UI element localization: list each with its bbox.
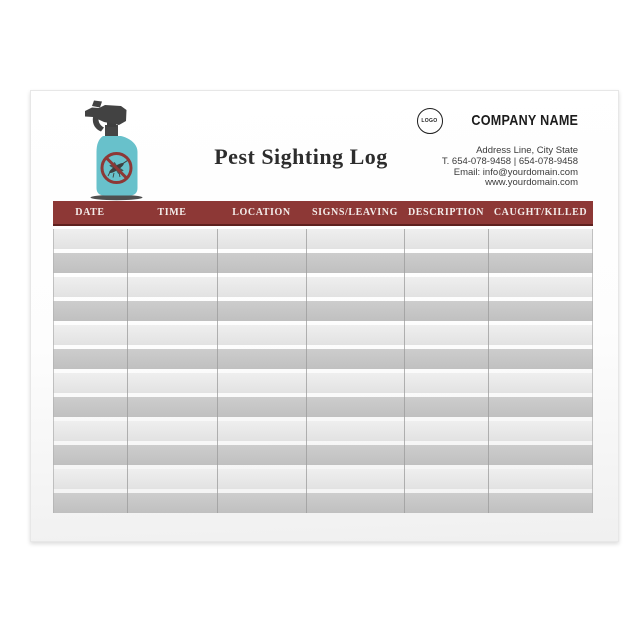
table-cell — [404, 469, 488, 489]
table-cell — [53, 469, 127, 489]
table-cell — [404, 349, 488, 369]
logo-circle-icon — [417, 108, 443, 134]
column-header: CAUGHT/KILLED — [493, 207, 588, 218]
table-cell — [306, 469, 404, 489]
column-header: DESCRIPTION — [407, 207, 485, 218]
table-header-row — [53, 201, 593, 226]
table-cell — [404, 445, 488, 465]
table-cell — [306, 253, 404, 273]
table-cell — [488, 253, 593, 273]
table-cell — [404, 325, 488, 345]
table-cell — [488, 421, 593, 441]
table-cell — [306, 229, 404, 249]
table-cell — [217, 229, 306, 249]
logo-label: LOGO — [421, 117, 438, 124]
table-row — [53, 229, 593, 249]
table-cell — [217, 493, 306, 513]
table-cell — [127, 445, 217, 465]
table-cell — [217, 373, 306, 393]
column-divider — [217, 229, 218, 513]
sprayer-head — [85, 105, 127, 125]
table-cell — [404, 253, 488, 273]
table-cell — [217, 253, 306, 273]
table-cell — [488, 325, 593, 345]
table-row — [53, 469, 593, 489]
table-cell — [127, 349, 217, 369]
table-cell — [127, 469, 217, 489]
table-cell — [404, 277, 488, 297]
table-cell — [53, 301, 127, 321]
table-cell — [217, 301, 306, 321]
table-row — [53, 397, 593, 417]
table-cell — [217, 349, 306, 369]
column-divider — [127, 229, 128, 513]
table-cell — [306, 277, 404, 297]
column-header: SIGNS/LEAVING — [312, 207, 398, 218]
table-cell — [127, 229, 217, 249]
table-cell — [306, 493, 404, 513]
table-cell — [127, 253, 217, 273]
table-row — [53, 349, 593, 369]
table-cell — [217, 397, 306, 417]
table-cell — [53, 421, 127, 441]
table-row — [53, 253, 593, 273]
column-header: LOCATION — [232, 207, 291, 218]
table-cell — [53, 397, 127, 417]
table-cell — [306, 349, 404, 369]
email-line: Email: info@yourdomain.com — [453, 166, 578, 178]
table-cell — [306, 397, 404, 417]
table-cell — [127, 421, 217, 441]
column-header: TIME — [157, 207, 187, 218]
table-cell — [217, 469, 306, 489]
website-line: www.yourdomain.com — [485, 177, 578, 189]
bottle-shadow — [91, 195, 143, 200]
table-cell — [404, 421, 488, 441]
phone-line: T. 654-078-9458 | 654-078-9458 — [441, 155, 578, 167]
sighting-log-table — [53, 201, 593, 513]
table-cell — [53, 277, 127, 297]
table-row — [53, 301, 593, 321]
table-cell — [306, 325, 404, 345]
table-cell — [53, 229, 127, 249]
table-row — [53, 421, 593, 441]
table-cell — [53, 445, 127, 465]
table-row — [53, 373, 593, 393]
column-divider — [592, 229, 593, 513]
company-name: COMPANY NAME — [471, 112, 578, 129]
address-line: Address Line, City State — [476, 145, 578, 156]
table-cell — [404, 493, 488, 513]
table-cell — [217, 445, 306, 465]
table-cell — [127, 277, 217, 297]
table-body — [53, 229, 593, 513]
table-cell — [53, 349, 127, 369]
table-cell — [306, 445, 404, 465]
table-cell — [127, 493, 217, 513]
column-header: DATE — [75, 207, 105, 218]
table-cell — [404, 301, 488, 321]
table-cell — [53, 325, 127, 345]
spray-bottle-icon — [79, 99, 145, 203]
table-cell — [217, 421, 306, 441]
table-cell — [306, 421, 404, 441]
table-cell — [127, 373, 217, 393]
table-cell — [306, 301, 404, 321]
table-cell — [53, 493, 127, 513]
column-divider — [404, 229, 405, 513]
table-cell — [404, 229, 488, 249]
table-cell — [488, 445, 593, 465]
table-cell — [404, 373, 488, 393]
table-cell — [127, 301, 217, 321]
table-cell — [127, 325, 217, 345]
table-row — [53, 277, 593, 297]
column-divider — [306, 229, 307, 513]
page-title: Pest Sighting Log — [214, 144, 388, 169]
table-cell — [53, 373, 127, 393]
table-cell — [488, 277, 593, 297]
column-divider — [488, 229, 489, 513]
notepad-page — [30, 90, 619, 542]
table-cell — [306, 373, 404, 393]
company-block — [328, 107, 578, 189]
company-header — [328, 107, 578, 134]
table-cell — [217, 325, 306, 345]
table-cell — [488, 493, 593, 513]
table-cell — [488, 397, 593, 417]
table-cell — [53, 253, 127, 273]
table-cell — [488, 301, 593, 321]
table-row — [53, 445, 593, 465]
table-cell — [217, 277, 306, 297]
table-cell — [127, 397, 217, 417]
table-cell — [404, 397, 488, 417]
table-cell — [488, 373, 593, 393]
table-row — [53, 325, 593, 345]
table-row — [53, 493, 593, 513]
table-cell — [488, 469, 593, 489]
column-divider — [53, 229, 54, 513]
table-cell — [488, 349, 593, 369]
contact-info — [328, 146, 578, 189]
table-cell — [488, 229, 593, 249]
